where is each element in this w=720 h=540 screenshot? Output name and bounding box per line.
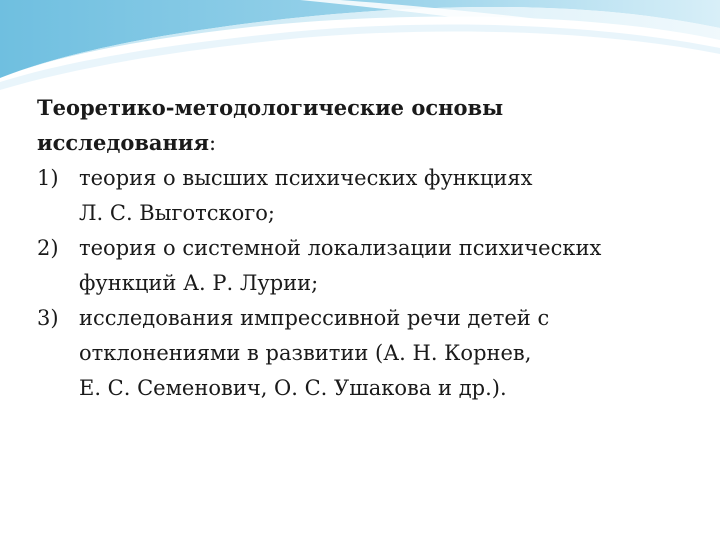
list-item-line: отклонениями в развитии (А. Н. Корнев,	[79, 341, 532, 365]
list-item-number: 1)	[37, 166, 59, 190]
list-item-number: 2)	[37, 236, 59, 260]
slide-content	[37, 90, 677, 406]
heading-colon: :	[208, 131, 217, 155]
basis-list	[37, 161, 677, 406]
heading-text: Теоретико-методологические основы исследования	[37, 95, 504, 155]
list-item-line: теория о высших психических функциях	[79, 166, 533, 190]
slide-heading	[37, 90, 677, 161]
list-item	[37, 301, 677, 406]
wave-band-dark	[0, 0, 720, 78]
list-item-line: исследования импрессивной речи детей с	[79, 306, 550, 330]
list-item-number: 3)	[37, 306, 59, 330]
list-item-line: функций А. Р. Лурии;	[79, 271, 319, 295]
list-item	[37, 231, 677, 301]
list-item-line: теория о системной локализации психических	[79, 236, 602, 260]
list-item-line: Е. С. Семенович, О. С. Ушакова и др.).	[79, 376, 507, 400]
list-item	[37, 161, 677, 231]
list-item-line: Л. С. Выготского;	[79, 201, 275, 225]
